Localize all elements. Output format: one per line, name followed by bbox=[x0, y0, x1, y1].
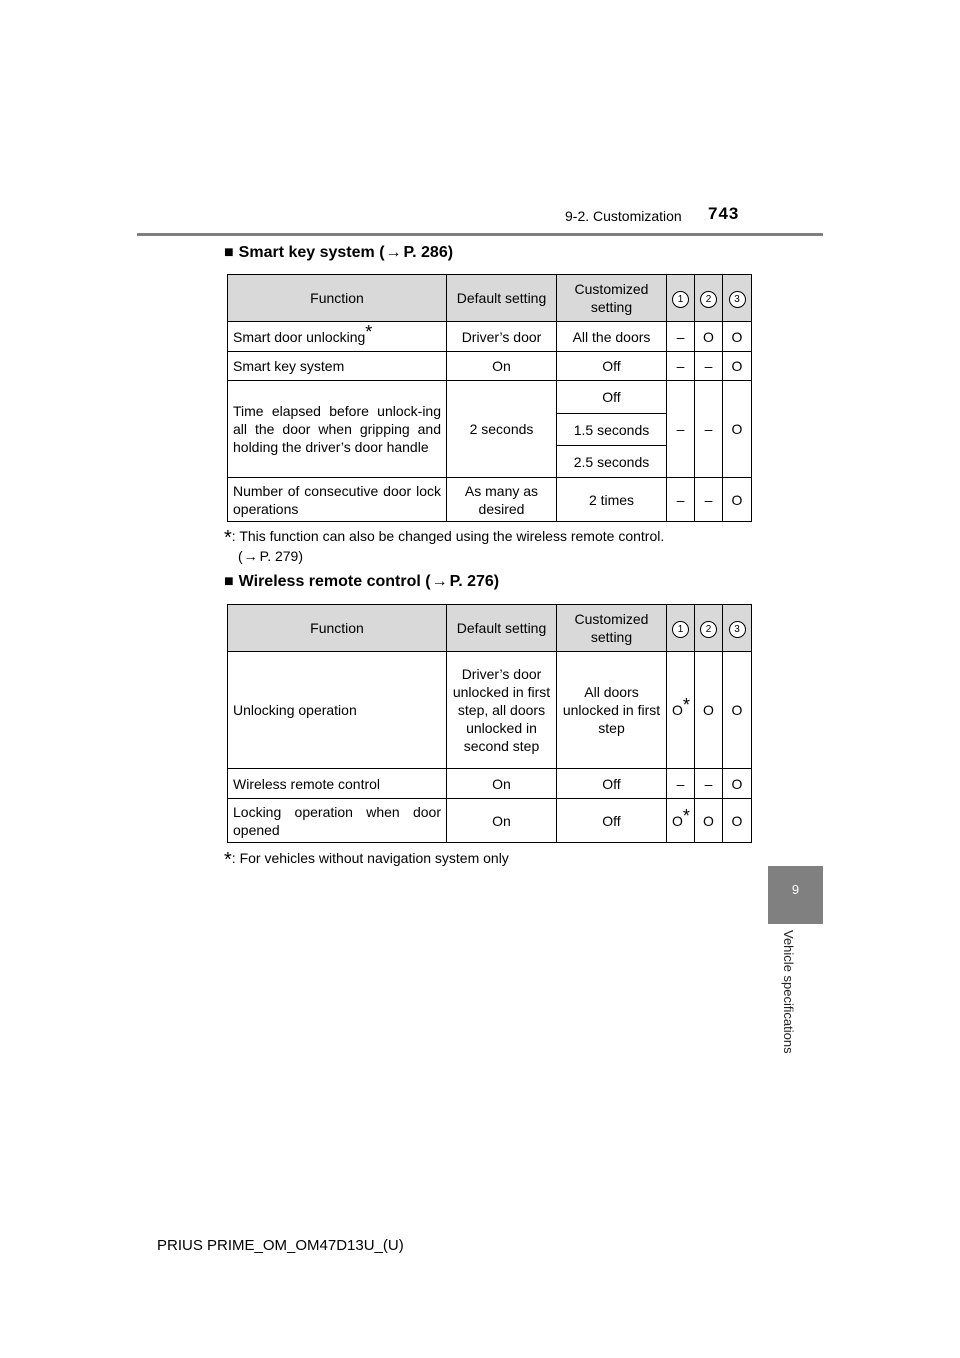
default-cell: Driver’s door bbox=[447, 322, 557, 352]
function-cell: Time elapsed before unlock-ing all the door when gripping and holding the driver’s door handle bbox=[228, 381, 447, 478]
customized-cell: All doors unlocked in first step bbox=[557, 652, 667, 769]
table-row bbox=[228, 478, 752, 522]
setting-2-cell: O bbox=[695, 322, 723, 352]
customized-cell: Off bbox=[557, 769, 667, 799]
setting-3-cell: O bbox=[723, 769, 752, 799]
arrow-right-icon: → bbox=[431, 573, 448, 590]
smart-key-table bbox=[227, 274, 752, 522]
square-bullet-icon: ■ bbox=[224, 244, 234, 261]
table-row bbox=[228, 322, 752, 352]
setting-value: O bbox=[672, 812, 683, 829]
section-title: 9-2. Customization bbox=[565, 208, 682, 224]
circled-number-icon: 3 bbox=[729, 621, 746, 638]
customized-cell: 2 times bbox=[557, 478, 667, 522]
column-header-1 bbox=[667, 275, 695, 322]
circled-number-icon: 2 bbox=[700, 291, 717, 308]
asterisk-icon: * bbox=[224, 849, 232, 871]
table-row bbox=[228, 352, 752, 381]
function-cell: Wireless remote control bbox=[228, 769, 447, 799]
square-bullet-icon: ■ bbox=[224, 573, 234, 590]
setting-3-cell: O bbox=[723, 352, 752, 381]
document-id: PRIUS PRIME_OM_OM47D13U_(U) bbox=[157, 1237, 404, 1254]
chapter-number: 9 bbox=[791, 882, 800, 897]
setting-3-cell: O bbox=[723, 381, 752, 478]
function-cell: Locking operation when door opened bbox=[228, 799, 447, 843]
customized-cell: 2.5 seconds bbox=[557, 446, 667, 478]
wireless-remote-table bbox=[227, 604, 752, 843]
customized-cell: Off bbox=[557, 381, 667, 414]
setting-1-cell: – bbox=[667, 381, 695, 478]
arrow-right-icon: → bbox=[385, 244, 402, 261]
default-cell: On bbox=[447, 352, 557, 381]
setting-3-cell: O bbox=[723, 652, 752, 769]
section-heading-text: Wireless remote control ( bbox=[238, 573, 431, 590]
setting-3-cell: O bbox=[723, 478, 752, 522]
default-cell: 2 seconds bbox=[447, 381, 557, 478]
footnote-reference: (→ P. 279) bbox=[238, 548, 304, 564]
column-header-function: Function bbox=[228, 605, 447, 652]
chapter-label: Vehicle specifications bbox=[781, 930, 796, 1054]
table-row bbox=[228, 381, 752, 414]
circled-number-icon: 2 bbox=[700, 621, 717, 638]
setting-2-cell: – bbox=[695, 352, 723, 381]
circled-number-icon: 1 bbox=[672, 621, 689, 638]
column-header-1 bbox=[667, 605, 695, 652]
column-header-default: Default setting bbox=[447, 275, 557, 322]
function-cell bbox=[228, 322, 447, 352]
section-heading-wireless-remote bbox=[224, 573, 499, 591]
table-row bbox=[228, 652, 752, 769]
default-cell: As many as desired bbox=[447, 478, 557, 522]
table-row bbox=[228, 769, 752, 799]
page-reference: P. 276) bbox=[449, 573, 500, 590]
table-header-row bbox=[228, 275, 752, 322]
column-header-3 bbox=[723, 605, 752, 652]
column-header-customized: Customized setting bbox=[557, 275, 667, 322]
asterisk-icon: * bbox=[224, 527, 232, 549]
setting-2-cell: O bbox=[695, 799, 723, 843]
setting-2-cell: – bbox=[695, 478, 723, 522]
page-reference: P. 286) bbox=[403, 244, 454, 261]
column-header-3 bbox=[723, 275, 752, 322]
function-cell: Unlocking operation bbox=[228, 652, 447, 769]
setting-1-cell: – bbox=[667, 352, 695, 381]
default-cell: On bbox=[447, 799, 557, 843]
column-header-2 bbox=[695, 605, 723, 652]
circled-number-icon: 3 bbox=[729, 291, 746, 308]
footnote-smart-key bbox=[224, 526, 664, 566]
setting-1-cell: – bbox=[667, 769, 695, 799]
setting-1-cell bbox=[667, 799, 695, 843]
asterisk-icon: * bbox=[682, 805, 690, 826]
footnote-text: : For vehicles without navigation system only bbox=[231, 850, 509, 866]
customized-cell: Off bbox=[557, 352, 667, 381]
asterisk-icon: * bbox=[682, 695, 690, 715]
asterisk-icon: * bbox=[365, 321, 373, 342]
column-header-2 bbox=[695, 275, 723, 322]
page-number: 743 bbox=[708, 204, 740, 223]
column-header-default: Default setting bbox=[447, 605, 557, 652]
default-cell: On bbox=[447, 769, 557, 799]
function-cell: Smart key system bbox=[228, 352, 447, 381]
function-cell: Number of consecutive door lock operations bbox=[228, 478, 447, 522]
customized-cell: Off bbox=[557, 799, 667, 843]
footnote-page-ref: P. 279) bbox=[259, 548, 304, 564]
setting-1-cell bbox=[667, 652, 695, 769]
setting-2-cell: – bbox=[695, 381, 723, 478]
setting-1-cell: – bbox=[667, 322, 695, 352]
table-header-row bbox=[228, 605, 752, 652]
header-divider bbox=[137, 233, 823, 236]
chapter-tab bbox=[768, 866, 823, 924]
setting-2-cell: O bbox=[695, 652, 723, 769]
function-text: Smart door unlocking bbox=[233, 328, 366, 345]
circled-number-icon: 1 bbox=[672, 291, 689, 308]
section-heading-smart-key bbox=[224, 244, 453, 262]
column-header-customized: Customized setting bbox=[557, 605, 667, 652]
section-heading-text: Smart key system ( bbox=[238, 244, 385, 261]
column-header-function: Function bbox=[228, 275, 447, 322]
customized-cell: All the doors bbox=[557, 322, 667, 352]
setting-value: O bbox=[672, 702, 683, 718]
table-row bbox=[228, 799, 752, 843]
setting-3-cell: O bbox=[723, 322, 752, 352]
arrow-right-icon: → bbox=[243, 548, 258, 564]
setting-2-cell: – bbox=[695, 769, 723, 799]
footnote-text: : This function can also be changed using the wireless remote control. bbox=[231, 528, 665, 544]
setting-3-cell: O bbox=[723, 799, 752, 843]
default-cell: Driver’s door unlocked in first step, all doors unlocked in second step bbox=[447, 652, 557, 769]
setting-1-cell: – bbox=[667, 478, 695, 522]
customized-cell: 1.5 seconds bbox=[557, 414, 667, 446]
footnote-wireless-remote bbox=[224, 848, 509, 871]
